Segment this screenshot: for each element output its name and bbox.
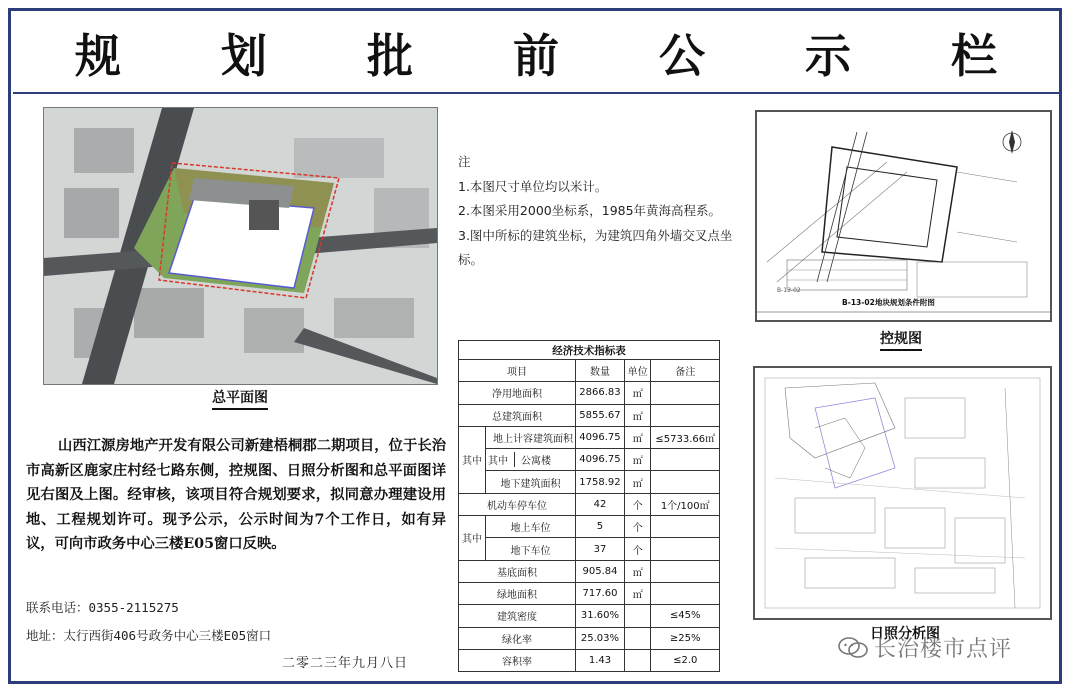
row-note	[651, 582, 720, 604]
row-group-label: 其中	[459, 426, 486, 493]
note-item: 1.本图尺寸单位均以米计。	[458, 178, 608, 194]
row-unit	[625, 627, 651, 649]
project-description: 山西江源房地产开发有限公司新建梧桐郡二期项目，位于长治市高新区鹿家庄村经七路东侧，控规图、日照分析图和总平面图详见右图及上图。经审核，该项目符合规划要求，拟同意办理建设用地、工程规划许可。现予公示，公示时间为7个工作日，如有异议，可向市政务中心三楼E05窗口反映。	[26, 438, 446, 552]
row-qty: 1.43	[575, 649, 624, 671]
row-item: 建筑密度	[459, 605, 576, 627]
table-row	[459, 516, 720, 538]
header-note: 备注	[651, 360, 720, 382]
control-plan-caption: 控规图	[880, 328, 922, 351]
control-plan-drawing	[757, 112, 1050, 320]
row-note: ≥25%	[651, 627, 720, 649]
row-unit: ㎡	[625, 426, 651, 448]
publication-date: 二零二三年九月八日	[282, 656, 409, 671]
row-unit: 个	[625, 538, 651, 560]
table-row	[459, 426, 720, 448]
table-row	[459, 382, 720, 404]
row-note: ≤2.0	[651, 649, 720, 671]
row-unit: ㎡	[625, 471, 651, 493]
row-note	[651, 382, 720, 404]
row-qty: 2866.83	[575, 382, 624, 404]
row-item: 地上车位	[486, 516, 576, 538]
wechat-icon	[838, 637, 868, 659]
row-note	[651, 538, 720, 560]
row-note: ≤45%	[651, 605, 720, 627]
row-note	[651, 560, 720, 582]
row-item: 地下车位	[486, 538, 576, 560]
row-qty: 37	[575, 538, 624, 560]
row-qty: 1758.92	[575, 471, 624, 493]
row-unit: ㎡	[625, 404, 651, 426]
row-subitem: 公寓楼	[521, 456, 551, 468]
table-header-row	[459, 360, 720, 382]
row-item: 容积率	[459, 649, 576, 671]
row-qty: 5855.67	[575, 404, 624, 426]
row-unit	[625, 605, 651, 627]
sunlight-analysis-caption: 日照分析图	[870, 626, 940, 642]
notes-heading: 注	[458, 154, 471, 169]
row-group-label: 其中	[459, 516, 486, 561]
row-subgroup-label: 其中	[488, 452, 515, 467]
note-item: 3.图中所标的建筑坐标，为建筑四角外墙交叉点坐标。	[458, 227, 733, 267]
header-item: 项目	[459, 360, 576, 382]
table-row	[459, 471, 720, 493]
table-row	[459, 560, 720, 582]
table-row	[459, 582, 720, 604]
sunlight-analysis-image	[753, 366, 1052, 620]
table-row	[459, 493, 720, 515]
row-note	[651, 449, 720, 471]
row-note: 1个/100㎡	[651, 493, 720, 515]
row-qty: 31.60%	[575, 605, 624, 627]
table-row	[459, 449, 720, 471]
contact-address: 地址：太行西街406号政务中心三楼E05窗口	[26, 628, 272, 643]
notes	[458, 150, 738, 273]
row-note	[651, 404, 720, 426]
row-unit: ㎡	[625, 382, 651, 404]
table-title: 经济技术指标表	[459, 341, 720, 360]
row-item: 基底面积	[459, 560, 576, 582]
watermark-text: 长治楼市点评	[874, 637, 1013, 662]
header-qty: 数量	[575, 360, 624, 382]
site-plan-caption: 总平面图	[212, 387, 268, 410]
row-item: 绿地面积	[459, 582, 576, 604]
row-qty: 5	[575, 516, 624, 538]
row-unit	[625, 649, 651, 671]
row-unit: ㎡	[625, 560, 651, 582]
row-qty: 4096.75	[575, 426, 624, 448]
row-qty: 25.03%	[575, 627, 624, 649]
row-item: 绿化率	[459, 627, 576, 649]
row-unit: ㎡	[625, 449, 651, 471]
row-item: 机动车停车位	[459, 493, 576, 515]
table-row	[459, 538, 720, 560]
page-title: 规 划 批 前 公 示 栏	[74, 29, 1040, 83]
table-row	[459, 649, 720, 671]
row-item: 地上计容建筑面积	[486, 426, 576, 448]
note-item: 2.本图采用2000坐标系，1985年黄海高程系。	[458, 203, 722, 218]
title-bar	[13, 14, 1059, 94]
row-unit: 个	[625, 516, 651, 538]
site-plan-image	[43, 107, 438, 385]
watermark	[838, 632, 1012, 663]
economic-indicator-table	[458, 340, 720, 672]
row-qty: 4096.75	[575, 449, 624, 471]
table-row	[459, 605, 720, 627]
row-item: 净用地面积	[459, 382, 576, 404]
row-note: ≤5733.66㎡	[651, 426, 720, 448]
row-unit: 个	[625, 493, 651, 515]
table-row	[459, 627, 720, 649]
row-qty: 42	[575, 493, 624, 515]
row-qty: 717.60	[575, 582, 624, 604]
sunlight-analysis-drawing	[755, 368, 1050, 618]
row-unit: ㎡	[625, 582, 651, 604]
row-note	[651, 516, 720, 538]
site-plan-rendering	[44, 108, 437, 384]
header-unit: 单位	[625, 360, 651, 382]
table-row	[459, 404, 720, 426]
contact-phone: 联系电话：0355-2115275	[26, 600, 179, 615]
row-note	[651, 471, 720, 493]
row-item: 总建筑面积	[459, 404, 576, 426]
row-item	[486, 449, 576, 471]
control-plan-inner-title: B-13-02地块规划条件附图	[842, 298, 935, 307]
row-qty: 905.84	[575, 560, 624, 582]
row-item: 地下建筑面积	[486, 471, 576, 493]
svg-text:B-13-02: B-13-02	[777, 287, 801, 294]
control-plan-image	[755, 110, 1052, 322]
